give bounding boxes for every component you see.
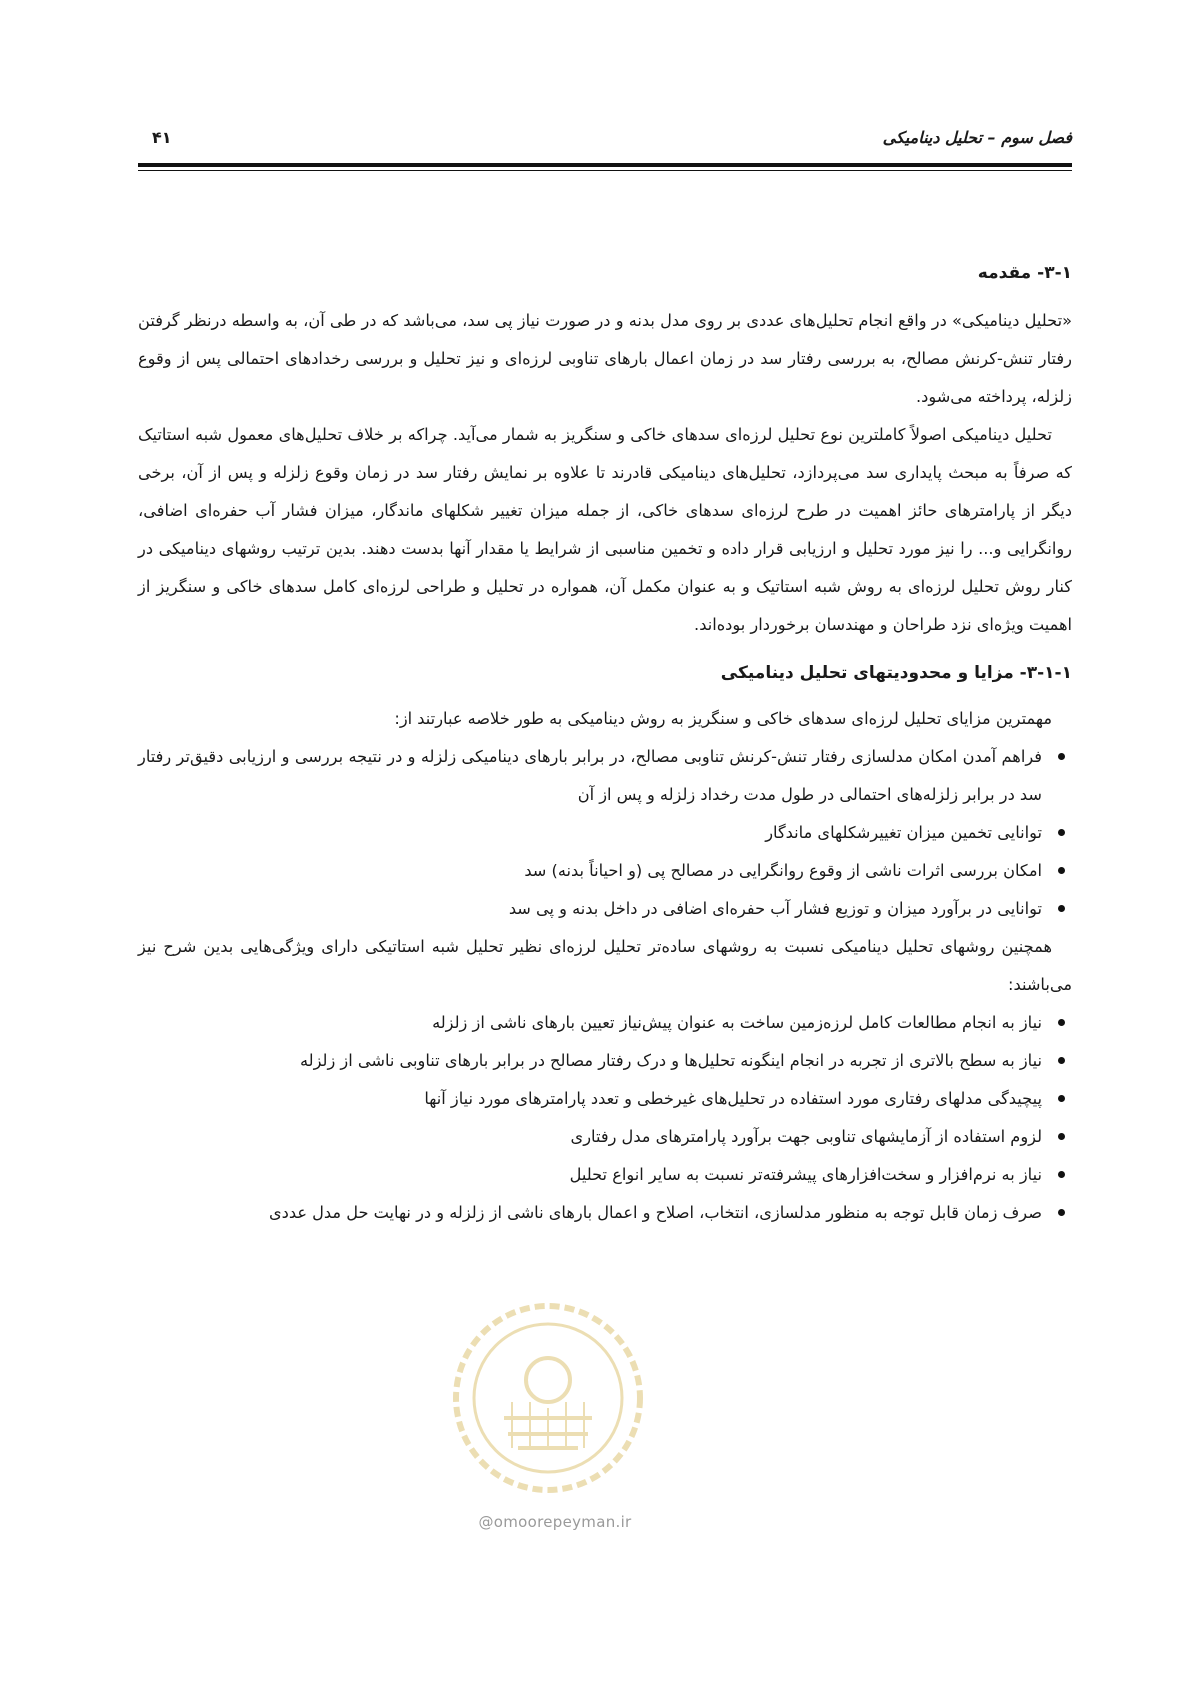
bullet-icon: [1058, 1057, 1065, 1064]
list-item: [138, 1118, 1072, 1156]
body-paragraph: تحلیل دینامیکی اصولاً کاملترین نوع تحلیل لرزه‌ای سدهای خاکی و سنگریز به شمار می‌آید. چراکه بر خلاف تحلیل‌های معمول شبه استاتیک که صرفاً به مبحث پایداری سد می‌پردازد، تحلیل‌های دینامیکی قادرند تا علاوه بر نمایش رفتار سد در زمان وقوع زلزله و پس از آن، برخی دیگر از پارامترهای حائز اهمیت در طرح لرزه‌ای سدهای خاکی، از جمله میزان تغییر شکلهای ماندگار، میزان فشار آب حفره‌ای اضافی، روانگرایی و... را نیز مورد تحلیل و ارزیابی قرار داده و تخمین مناسبی از شرایط یا مقدار آنها بدست دهند. بدین ترتیب روشهای دینامیکی در کنار روش تحلیل لرزه‌ای به روش شبه استاتیک و به عنوان مکمل آن، همواره در تحلیل و طراحی لرزه‌ای کامل سدهای خاکی و سنگریز از اهمیت ویژه‌ای نزد طراحان و مهندسان برخوردار بوده‌اند.: [138, 425, 1072, 634]
list-item-text: نیاز به نرم‌افزار و سخت‌افزارهای پیشرفته‌تر نسبت به سایر انواع تحلیل: [569, 1165, 1042, 1184]
section-heading: ۳-۱- مقدمه: [977, 263, 1072, 283]
bullet-icon: [1058, 1019, 1065, 1026]
list-item: [138, 1080, 1072, 1118]
watermark-url: @omoorepeyman.ir: [478, 1513, 632, 1531]
list-item-text: امکان بررسی اثرات ناشی از وقوع روانگرایی در مصالح پی (و احیاناً بدنه) سد: [524, 861, 1042, 880]
bullet-icon: [1058, 1095, 1065, 1102]
subsection-heading: ۳-۱-۱- مزایا و محدودیتهای تحلیل دینامیکی: [720, 663, 1072, 683]
list-item: [138, 1004, 1072, 1042]
advantages-intro: مهمترین مزایای تحلیل لرزه‌ای سدهای خاکی و سنگریز به روش دینامیکی به طور خلاصه عبارتند از:: [394, 709, 1052, 728]
list-item-text: پیچیدگی مدلهای رفتاری مورد استفاده در تحلیل‌های غیرخطی و تعدد پارامترهای مورد نیاز آنها: [424, 1089, 1042, 1108]
list-item: [138, 814, 1072, 852]
list-item-text: نیاز به سطح بالاتری از تجربه در انجام اینگونه تحلیل‌ها و درک رفتار مصالح در برابر بارهای تناوبی ناشی از زلزله: [300, 1051, 1042, 1070]
list-item-text: نیاز به انجام مطالعات کامل لرزه‌زمین ساخت به عنوان پیش‌نیاز تعیین بارهای ناشی از زلزله: [432, 1013, 1042, 1032]
list-item: [138, 1156, 1072, 1194]
list-item: [138, 1042, 1072, 1080]
bullet-icon: [1058, 753, 1065, 760]
list-item: [138, 890, 1072, 928]
list-item-text: لزوم استفاده از آزمایشهای تناوبی جهت برآورد پارامترهای مدل رفتاری: [570, 1127, 1042, 1146]
advantages-list: [138, 738, 1072, 928]
list-item-text: صرف زمان قابل توجه به منظور مدلسازی، انتخاب، اصلاح و اعمال بارهای ناشی از زلزله و در نهایت حل مدل عددی: [268, 1203, 1042, 1222]
bullet-icon: [1058, 905, 1065, 912]
list-item-text: فراهم آمدن امکان مدلسازی رفتار تنش-کرنش تناوبی مصالح، در برابر بارهای دینامیکی زلزله و در نتیجه بررسی و ارزیابی دقیق‌تر رفتار سد در برابر زلزله‌های احتمالی در طول مدت رخداد زلزله و پس از آن: [138, 747, 1042, 804]
bullet-icon: [1058, 1171, 1065, 1178]
list-item: [138, 738, 1072, 814]
header-rule: [138, 163, 1072, 167]
header-rule-thin: [138, 170, 1072, 171]
limitations-list: [138, 1004, 1072, 1232]
features-intro: همچنین روشهای تحلیل دینامیکی نسبت به روشهای ساده‌تر تحلیل لرزه‌ای نظیر تحلیل شبه استاتیکی دارای ویژگی‌هایی بدین شرح نیز می‌باشند:: [138, 937, 1072, 994]
bullet-icon: [1058, 829, 1065, 836]
page-number: ۴۱: [152, 128, 172, 147]
list-item-text: توانایی تخمین میزان تغییرشکلهای ماندگار: [765, 823, 1042, 842]
list-item-text: توانایی در برآورد میزان و توزیع فشار آب حفره‌ای اضافی در داخل بدنه و پی سد: [508, 899, 1042, 918]
bullet-icon: [1058, 1209, 1065, 1216]
intro-paragraph: «تحلیل دینامیکی» در واقع انجام تحلیل‌های عددی بر روی مدل بدنه و در صورت نیاز پی سد، می‌باشد که در طی آن، به واسطه درنظر گرفتن رفتار تنش-کرنش مصالح، به بررسی رفتار سد در زمان اعمال بارهای تناوبی لرزه‌ای و نیز تحلیل و بررسی رخدادهای احتمالی پس از وقوع زلزله، پرداخته می‌شود.: [138, 311, 1072, 406]
chapter-title: فصل سوم – تحلیل دینامیکی: [882, 128, 1072, 147]
list-item: [138, 1194, 1072, 1232]
page-content: [138, 258, 1072, 1232]
page-header: [138, 128, 1072, 156]
bullet-icon: [1058, 1133, 1065, 1140]
watermark-seal-icon: [448, 1298, 648, 1498]
bullet-icon: [1058, 867, 1065, 874]
list-item: [138, 852, 1072, 890]
